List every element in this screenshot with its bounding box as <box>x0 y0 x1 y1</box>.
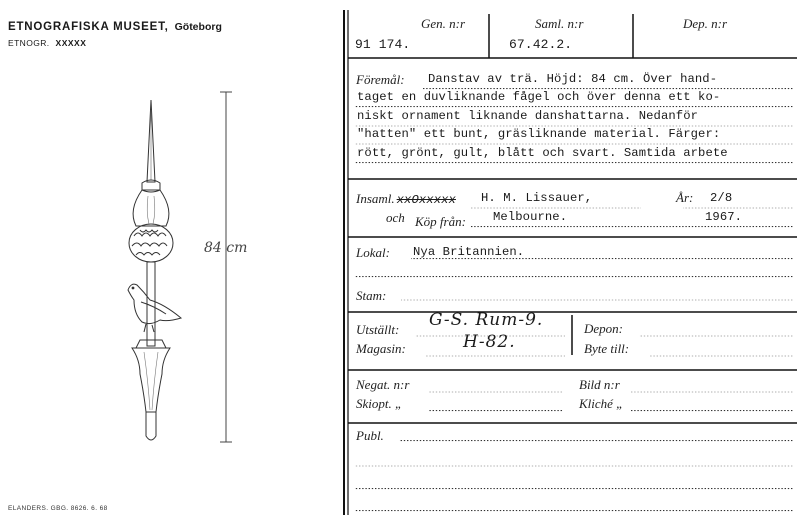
museum-city: Göteborg <box>174 21 222 33</box>
saml-nr-label: Saml. n:r <box>535 16 584 31</box>
year-value: 1967. <box>705 210 743 224</box>
kop-fran-label: Köp från: <box>415 214 466 229</box>
dimension-line <box>220 92 232 442</box>
catalogue-card <box>343 10 797 518</box>
department-label: ETNOGR. <box>8 38 50 48</box>
department-crossed-out: XXXXX <box>55 38 87 48</box>
utstallt-value: G-S. Rum-9. <box>429 310 544 330</box>
dance-staff-drawing <box>0 0 340 523</box>
magasin-label: Magasin: <box>356 341 406 356</box>
museum-title: ETNOGRAFISKA MUSEET, <box>8 21 169 33</box>
dimension-label: 84 cm <box>204 240 248 256</box>
saml-nr-value: 67.42.2. <box>509 37 573 52</box>
gen-nr-label: Gen. n:r <box>421 16 466 31</box>
magasin-value: H-82. <box>463 332 516 352</box>
utstallt-label: Utställt: <box>356 322 400 337</box>
stam-label: Stam: <box>356 288 387 303</box>
staff-handle <box>132 340 170 440</box>
negat-nr-label: Negat. n:r <box>356 377 410 392</box>
dep-nr-label: Dep. n:r <box>683 16 728 31</box>
description-line-1: Danstav av trä. Höjd: 84 cm. Över hand- <box>428 72 718 86</box>
publ-label: Publ. <box>356 428 384 443</box>
cone-ornament <box>133 190 169 226</box>
insaml-crossed-out: xxOxxxxx <box>396 193 456 207</box>
staff-shaft <box>147 262 155 346</box>
grass-bundle <box>129 224 173 262</box>
bild-nr-label: Bild n:r <box>579 377 620 392</box>
ar-value: 2/8 <box>710 191 733 205</box>
card-rules <box>343 10 797 518</box>
insaml-label <box>356 191 456 207</box>
byte-till-label: Byte till: <box>584 341 630 356</box>
kliche-label: Kliché „ <box>579 396 624 411</box>
gen-nr-value: 91 174. <box>355 37 411 52</box>
kop-fran-value: Melbourne. <box>493 210 568 224</box>
description-line-3: niskt ornament liknande danshattarna. Nedanför <box>357 109 699 123</box>
description-line-2: taget en duvliknande fågel och över denna ett ko- <box>357 90 721 104</box>
collector-value: H. M. Lissauer, <box>481 191 593 205</box>
description-line-5: rött, grönt, gult, blått och svart. Samtida arbete <box>357 146 728 160</box>
ar-label: År: <box>676 190 694 205</box>
foremal-label: Föremål: <box>356 72 405 87</box>
lokal-label: Lokal: <box>356 245 390 260</box>
skiopt-label: Skiopt. „ <box>356 396 403 411</box>
printer-mark: ELANDERS. GBG. 8626. 6. 68 <box>8 505 108 512</box>
lokal-value: Nya Britannien. <box>413 245 525 259</box>
depon-label: Depon: <box>584 321 623 336</box>
och-label: och <box>386 210 405 225</box>
insaml-label-text: Insaml. <box>356 191 395 206</box>
description-line-4: "hatten" ett bunt, gräsliknande material. Färger: <box>357 127 721 141</box>
